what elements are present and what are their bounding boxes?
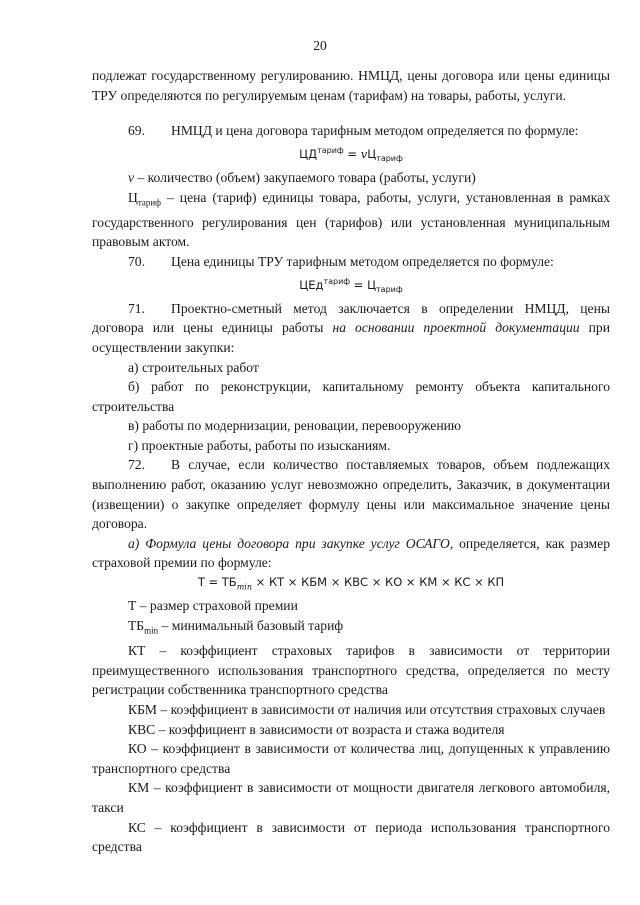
definition-kvs: КВС – коэффициент в зависимости от возраста и стажа водителя — [128, 721, 505, 737]
document-body — [92, 66, 610, 857]
clause-69 — [92, 121, 610, 141]
clause-71: 71. Проектно-сметный метод заключается в определении НМЦД, цены договора или цены единицы работы на основании проектной документации при осуществлении закупки: — [92, 300, 610, 355]
clause-70-text: Цена единицы ТРУ тарифным методом определяется по формуле: — [171, 254, 554, 269]
clause-70-number: 70. — [128, 254, 145, 269]
clause-71-number: 71. — [128, 300, 145, 316]
definition-tb-min: $ТБ_{min}$ – минимальный базовый тариф — [128, 617, 344, 636]
list-item-d: г) проектные работы, работы по изысканиям. — [128, 437, 391, 453]
definition-c-tariff: $Ц_{тариф}$ – цена (тариф) единицы товара, работы, услуги, установленная в рамках государственного регулирования цен (тарифов) или установленная муниципальным правовым актом. — [92, 189, 610, 250]
formula-osago: $Т = ТБ_{min}$ × КТ × КБМ × КВС × КО × КМ × КС × КП — [197, 575, 505, 592]
definition-km: КМ – коэффициент в зависимости от мощности двигателя легкового автомобиля, такси — [92, 780, 610, 815]
intro-paragraph: подлежат государственному регулированию. НМЦД, цены договора или цены единицы ТРУ определяются по регулируемым ценам (тарифам) на товары, работы, услуги. — [92, 68, 610, 103]
definition-v: v – количество (объем) закупаемого товара (работы, услуги) — [128, 169, 476, 185]
clause-72-number: 72. — [128, 457, 145, 473]
definition-kbm: КБМ – коэффициент в зависимости от наличия или отсутствия страховых случаев — [128, 702, 606, 718]
definition-t: Т – размер страховой премии — [128, 598, 298, 614]
formula-69: $ЦД^{тариф} = vЦ_{тариф}$ — [299, 145, 403, 163]
clause-70 — [92, 252, 610, 272]
definition-ko: КО – коэффициент в зависимости от количества лиц, допущенных к управлению транспортного средства — [92, 741, 610, 776]
clause-71-emphasis: на основании проектной документации — [332, 320, 580, 336]
list-item-a: а) строительных работ — [128, 359, 259, 375]
clause-72: 72. В случае, если количество поставляемых товаров, объем подлежащих выполнению работ, оказанию услуг невозможно определить, Заказчик, в документации (извещении) о закупке определяет формулу цены или максимальное значение цены договора. — [92, 457, 610, 532]
list-item-c: в) работы по модернизации, реновации, перевооружению — [128, 418, 462, 434]
definition-kt: КТ – коэффициент страховых тарифов в зависимости от территории преимущественного использования транспортного средства, определяется по месту регистрации собственника транспортного средства — [92, 643, 610, 698]
formula-70: $ЦЕд^{тариф} = Ц_{тариф}$ — [299, 276, 403, 294]
clause-72-a: а) Формула цены договора при закупке услуг ОСАГО, определяется, как размер страховой премии по формуле: — [92, 535, 610, 571]
page-number: 20 — [313, 38, 327, 53]
clause-69-text: НМЦД и цена договора тарифным методом определяется по формуле: — [171, 123, 579, 139]
clause-69-number: 69. — [128, 123, 145, 139]
definition-ks: КС – коэффициент в зависимости от периода использования транспортного средства — [92, 819, 610, 855]
list-item-b: б) работ по реконструкции, капитальному ремонту объекта капитального строительства — [92, 379, 610, 414]
